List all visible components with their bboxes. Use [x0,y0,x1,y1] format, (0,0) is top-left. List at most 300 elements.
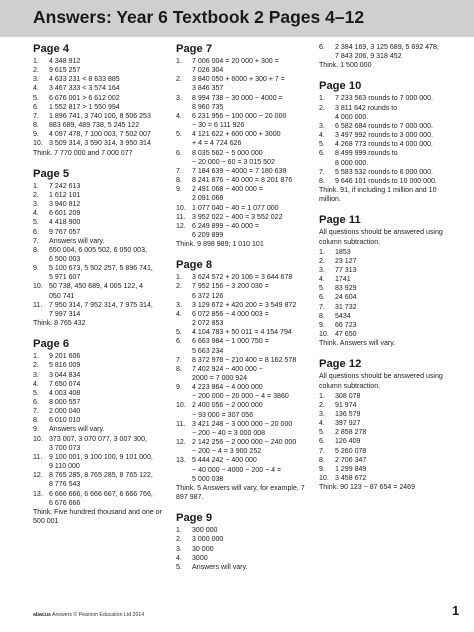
answer-section [33,338,168,526]
answers-column-2 [176,43,312,582]
answer-text [49,398,168,407]
answer-number: 5. [319,285,325,293]
answer-text [49,301,168,319]
answer-text [49,130,168,139]
answer-line: 373 007, 3 070 077, 3 007 300, [49,435,147,443]
answer-item [176,310,312,328]
answer-item [33,75,168,84]
answer-line: − 200 000 − 20 000 − 4 = 3860 [192,393,289,401]
answer-item [176,438,312,456]
answer-text [49,361,168,370]
answer-item [319,248,460,257]
answer-line: 9 646 101 rounds to 10 000 000. [335,177,437,185]
answer-line: 7 952 156 − 3 200 030 = [192,283,269,291]
answer-text [192,213,312,222]
answer-line: 3000 [192,554,208,562]
answer-text [49,57,168,66]
answer-text [192,356,312,365]
answer-line: 8 776 543 [49,481,81,489]
section-instructions: All questions should be answered using column subtraction. [319,229,443,246]
answer-text [335,312,460,321]
answer-section [176,43,312,249]
answer-number: 9. [176,186,182,194]
answer-line: 136 579 [335,411,361,418]
answer-number: 6. [319,150,325,158]
answer-line: 8 241 876 − 40 000 = 8 201 876 [192,177,293,185]
answer-line: 300 000 [192,527,218,535]
answer-line: 31 732 [335,303,357,311]
answer-item [176,149,312,167]
answer-number: 9. [33,426,39,434]
think-answer: Think. 5 Answers will vary, for example, 7 897 987. [176,484,305,502]
answer-item [319,284,460,293]
answer-line: 5 583 532 rounds to 6 000 000. [335,168,433,176]
answer-line: 30 000 [192,545,214,553]
answer-item [319,104,460,122]
answer-text [335,293,460,302]
answer-line: 9 100 001, 9 100 100, 9 101 000, [49,453,153,461]
answer-text [49,380,168,389]
answer-text [192,112,312,130]
think-answer: Think. 91, if including 1 million and 10 million. [319,187,437,204]
answer-number: 8. [176,365,182,373]
answer-line: 4 633 231 < 8 633 885 [49,76,120,84]
answer-line: 24 604 [335,294,357,302]
answer-text [335,419,460,428]
answer-item [319,392,460,401]
answer-line: 8 960 735 [192,103,224,111]
answer-section [176,512,312,572]
answer-text [49,435,168,453]
answer-number: 8. [176,177,182,185]
answer-text [49,425,168,434]
answer-item [176,185,312,203]
answer-line: 2000 = 7 000 924 [192,375,248,382]
answer-number: 5. [319,429,325,437]
answer-item [33,407,168,416]
answer-item [33,66,168,75]
answer-text [49,407,168,416]
answer-text [192,438,312,456]
answer-line: 8 035 562 − 5 000 000 [192,149,263,157]
answer-section [319,43,460,70]
answer-item [33,490,168,508]
answer-number: 4. [176,554,182,562]
answer-text [335,428,460,437]
answer-item [319,456,460,465]
answer-item [176,420,312,438]
answer-text [335,474,460,483]
answer-line: 2 072 853 [192,320,224,328]
answer-line: 6 231 956 − 100 000 − 20 000 [192,112,287,120]
answer-line: 6 601 209 [49,210,81,218]
answer-item [33,103,168,112]
answer-line: 6 582 684 rounds to 7 000 000. [335,122,433,130]
answer-item [33,371,168,380]
answer-line: − 40 000 − 4000 − 200 − 4 = [192,466,282,474]
answer-item [176,337,312,355]
answer-text [49,66,168,75]
answer-section [319,214,460,348]
answer-number: 3. [176,545,182,553]
answer-text [192,167,312,176]
section-title: Page 10 [319,80,362,93]
section-title: Page 5 [33,167,70,180]
answer-line: 9 767 057 [49,228,81,236]
answer-line: 3 846 357 [192,85,224,93]
answer-text [335,275,460,284]
answer-line: − 200 − 40 = 3 000 008 [192,429,266,437]
answer-item [319,303,460,312]
answer-number: 6. [33,399,39,406]
answer-number: 4. [176,112,182,120]
answer-item [33,112,168,121]
answer-item [319,401,460,410]
answer-line: 308 078 [335,392,361,400]
answer-number: 6. [33,103,39,111]
answer-item [319,474,460,483]
answer-text [335,465,460,474]
answer-text [49,453,168,471]
answer-line: 3 700 073 [49,444,81,452]
answer-text [335,177,460,186]
page-number: 1 [452,603,460,618]
answer-text [192,204,312,213]
answer-number: 4. [319,276,325,284]
section-title: Page 11 [319,214,361,227]
answer-line: 4 104 783 + 50 011 = 4 154 794 [192,329,292,337]
answer-text [49,182,168,191]
answer-item [319,419,460,428]
answer-line: Answers will vary. [49,237,105,245]
answer-item [176,401,312,419]
answer-line: 7 650 074 [49,380,81,388]
answer-line: 47 650 [335,331,357,339]
answer-number: 2. [176,536,182,544]
section-title: Page 4 [33,43,70,55]
answer-text [335,456,460,465]
answer-line: 7 184 639 − 4000 = 7 180 639 [192,167,287,175]
answer-text [192,456,312,483]
answer-number: 11. [176,420,186,428]
answer-text [192,383,312,401]
answer-number: 9. [33,265,39,273]
answer-line: 126 409 [335,438,361,446]
answer-number: 5. [319,141,325,149]
answer-line: 9 110 000 [49,463,80,471]
answer-item [176,57,312,75]
answer-text [335,303,460,312]
answer-item [33,139,168,148]
think-answer: Think. 7 770 000 and 7 000 077 [33,149,133,157]
answer-item [33,380,168,389]
answer-number: 9. [33,131,39,139]
answer-number: 8. [319,312,325,320]
answer-number: 3. [33,371,39,379]
answer-number: 8. [33,246,39,254]
answer-number: 4. [33,380,39,388]
answer-text [192,563,312,572]
answer-item [33,435,168,453]
answer-item [319,177,460,186]
answer-number: 7. [176,356,182,364]
answer-item [319,275,460,284]
answer-line: 9 615 257 [49,67,81,75]
answer-text [335,168,460,177]
answer-line: 3 940 812 [49,201,81,209]
answer-line: 3 458 672 [335,475,367,483]
answer-item [176,301,312,310]
page-title: Answers: Year 6 Textbook 2 Pages 4–12 [33,7,365,27]
answer-item [176,273,312,282]
answer-text [49,200,168,209]
answer-text [49,121,168,130]
answer-text [335,257,460,266]
answer-number: 10. [176,204,186,212]
answer-line: 4 097 478, 7 100 003, 7 502 007 [49,131,151,139]
answer-number: 7. [319,447,325,455]
answer-item [176,535,312,544]
answer-text [335,248,460,257]
answer-line: 2 491 068 − 400 000 = [192,186,263,194]
answer-text [192,185,312,203]
answer-number: 8. [319,456,325,464]
answer-number: 5. [176,329,182,337]
answer-text [192,149,312,167]
answer-line: 6 209 899 [192,231,224,239]
answer-item [319,293,460,302]
answer-item [319,122,460,131]
answer-text [49,490,168,508]
answer-item [33,398,168,407]
answer-line: 7 950 314, 7 952 314, 7 975 314, [49,301,153,309]
think-answer: Think. 1 500 000 [319,62,372,70]
answer-number: 4. [319,420,325,428]
answer-item [33,425,168,434]
answer-line: 7 026 304 [192,67,224,75]
answer-text [192,337,312,355]
answer-line: 3 000 000 [192,536,224,544]
answer-line: 4 418 900 [49,219,81,227]
answer-number: 13. [33,490,43,498]
answer-line: − 93 000 = 307 056 [192,411,254,419]
answer-line: 7 233 563 rounds to 7 000 000. [335,95,433,103]
answer-text [49,191,168,200]
answer-section [176,259,312,502]
answer-item [176,213,312,222]
answer-number: 2. [176,283,182,291]
answer-text [49,139,168,148]
answer-line: 2 384 169, 3 125 689, 5 692 478, [335,44,439,51]
answer-number: 12. [176,222,186,230]
answer-text [192,176,312,185]
answer-item [176,328,312,337]
answer-text [192,282,312,300]
answer-text [192,420,312,438]
answer-text [335,43,460,61]
answer-item [176,204,312,213]
answer-line: 1741 [335,276,351,284]
answer-number: 11. [33,453,43,461]
answer-item [319,257,460,266]
answer-line: 7 242 613 [49,182,81,190]
answer-line: 5434 [335,312,351,320]
answer-item [176,554,312,563]
answer-item [176,94,312,112]
answer-text [335,104,460,122]
answer-number: 10. [176,402,186,410]
answer-line: 5 260 078 [335,447,367,455]
answer-line: 4 223 864 − 4 000 000 [192,384,263,392]
answer-item [319,465,460,474]
answer-text [335,437,460,446]
answer-line: − 20 000 − 60 = 3 015 502 [192,158,275,166]
answer-item [33,246,168,264]
answer-line: 4 348 912 [49,58,81,65]
answer-number: 6. [176,338,182,346]
answer-number: 1. [319,248,325,256]
answer-text [49,75,168,84]
answer-item [33,389,168,398]
answer-line: 8 372 978 − 210 400 = 8 162 578 [192,356,297,364]
answer-item [176,112,312,130]
answer-item [176,75,312,93]
answer-line: 8 000 557 [49,399,81,406]
answer-item [319,140,460,149]
answer-text [335,149,460,167]
answer-line: 8 994 738 − 30 000 − 4000 = [192,94,283,102]
answer-line: 4 121 622 + 600 000 + 3000 [192,131,281,139]
answer-line: 3 421 248 − 3 000 000 − 20 000 [192,420,293,428]
answer-item [319,437,460,446]
answer-number: 10. [319,331,329,339]
answer-item [176,545,312,554]
answer-line: 3 497 992 rounds to 3 000 000. [335,132,433,140]
answer-item [176,130,312,148]
answer-number: 1. [176,527,182,535]
answer-text [192,75,312,93]
answer-number: 5. [33,219,39,227]
answer-item [33,264,168,282]
answer-text [335,401,460,410]
answer-item [33,94,168,103]
answer-section [319,358,460,492]
answer-text [335,284,460,293]
answer-line: 2 000 040 [49,408,81,416]
answer-text [49,416,168,425]
answer-item [319,131,460,140]
answer-line: 1 612 101 [49,191,81,199]
answer-line: 5 971 607 [49,274,81,282]
answer-line: 6 072 856 − 4 000 003 = [192,310,269,318]
copyright-text: Answers © Pearson Education Ltd 2014 [52,612,145,618]
answer-number: 10. [319,475,329,483]
answer-line: 3 467 333 < 3 574 164 [49,85,120,93]
answer-text [49,371,168,380]
answer-line: 5 816 009 [49,362,81,370]
answer-number: 9. [319,321,325,329]
answer-item [319,447,460,456]
answer-item [319,321,460,330]
answer-number: 7. [176,167,182,175]
answer-text [192,545,312,554]
answer-number: 13. [176,457,186,465]
answer-text [49,94,168,103]
answer-number: 6. [319,44,325,51]
answer-number: 8. [33,122,39,130]
answer-text [49,282,168,300]
answer-item [176,282,312,300]
answer-number: 5. [33,94,39,102]
answer-line: 6 372 126 [192,292,224,300]
answer-line: 4 268 773 rounds to 4 000 000. [335,141,433,149]
answer-text [192,535,312,544]
answer-line: 1 077 040 − 40 = 1 077 000 [192,204,279,212]
answer-line: Answers will vary. [192,563,248,571]
answer-number: 9. [176,384,182,392]
answer-line: Answers will vary. [49,426,105,434]
answer-line: 3 811 642 rounds to [335,104,398,112]
answer-item [33,361,168,370]
section-title: Page 8 [176,259,213,272]
answer-text [335,330,460,339]
answer-item [176,356,312,365]
answer-number: 6. [33,228,39,236]
answer-text [335,410,460,419]
answer-number: 1. [319,95,325,103]
answer-line: 50 738, 450 689, 4 005 122, 4 [49,283,144,291]
answer-text [335,94,460,103]
answer-line: 3 129 672 + 420 200 = 3 549 872 [192,301,297,309]
answer-line: 5 663 234 [192,347,224,355]
answer-line: 66 723 [335,321,357,329]
answer-line: 91 974 [335,401,357,409]
answer-number: 3. [176,94,182,102]
answer-item [33,130,168,139]
answer-item [33,416,168,425]
answer-text [49,246,168,264]
answer-number: 6. [319,294,325,302]
answer-line: 883 689, 489 738, 5 245 122 [49,122,140,130]
answer-text [49,112,168,121]
answer-text [335,266,460,275]
answer-line: 77 313 [335,266,357,274]
answer-text [192,57,312,75]
answer-number: 1. [33,58,39,65]
answer-item [176,526,312,535]
section-instructions: All questions should be answered using column subtraction. [319,373,443,390]
section-title: Page 6 [33,338,70,351]
answer-number: 2. [33,362,39,370]
answer-text [49,264,168,282]
answer-line: 8 765 285, 8 765 285, 8 765 122, [49,472,153,480]
answer-line: 2 858 278 [335,429,367,437]
answer-number: 2. [33,67,39,75]
answer-number: 1. [33,353,39,361]
answer-number: 3. [176,301,182,309]
answer-item [176,563,312,572]
answer-number: 7. [319,168,325,176]
answer-item [319,330,460,339]
answer-line: 2 142 256 − 2 000 000 − 240 000 [192,439,297,447]
answer-item [176,365,312,383]
think-answer: Think. 8 765 432 [33,320,86,328]
answer-line: 4 000 000. [335,113,369,121]
answer-item [33,237,168,246]
answer-item [33,84,168,93]
answer-item [176,222,312,240]
answer-line: 5 000 038 [192,475,224,483]
